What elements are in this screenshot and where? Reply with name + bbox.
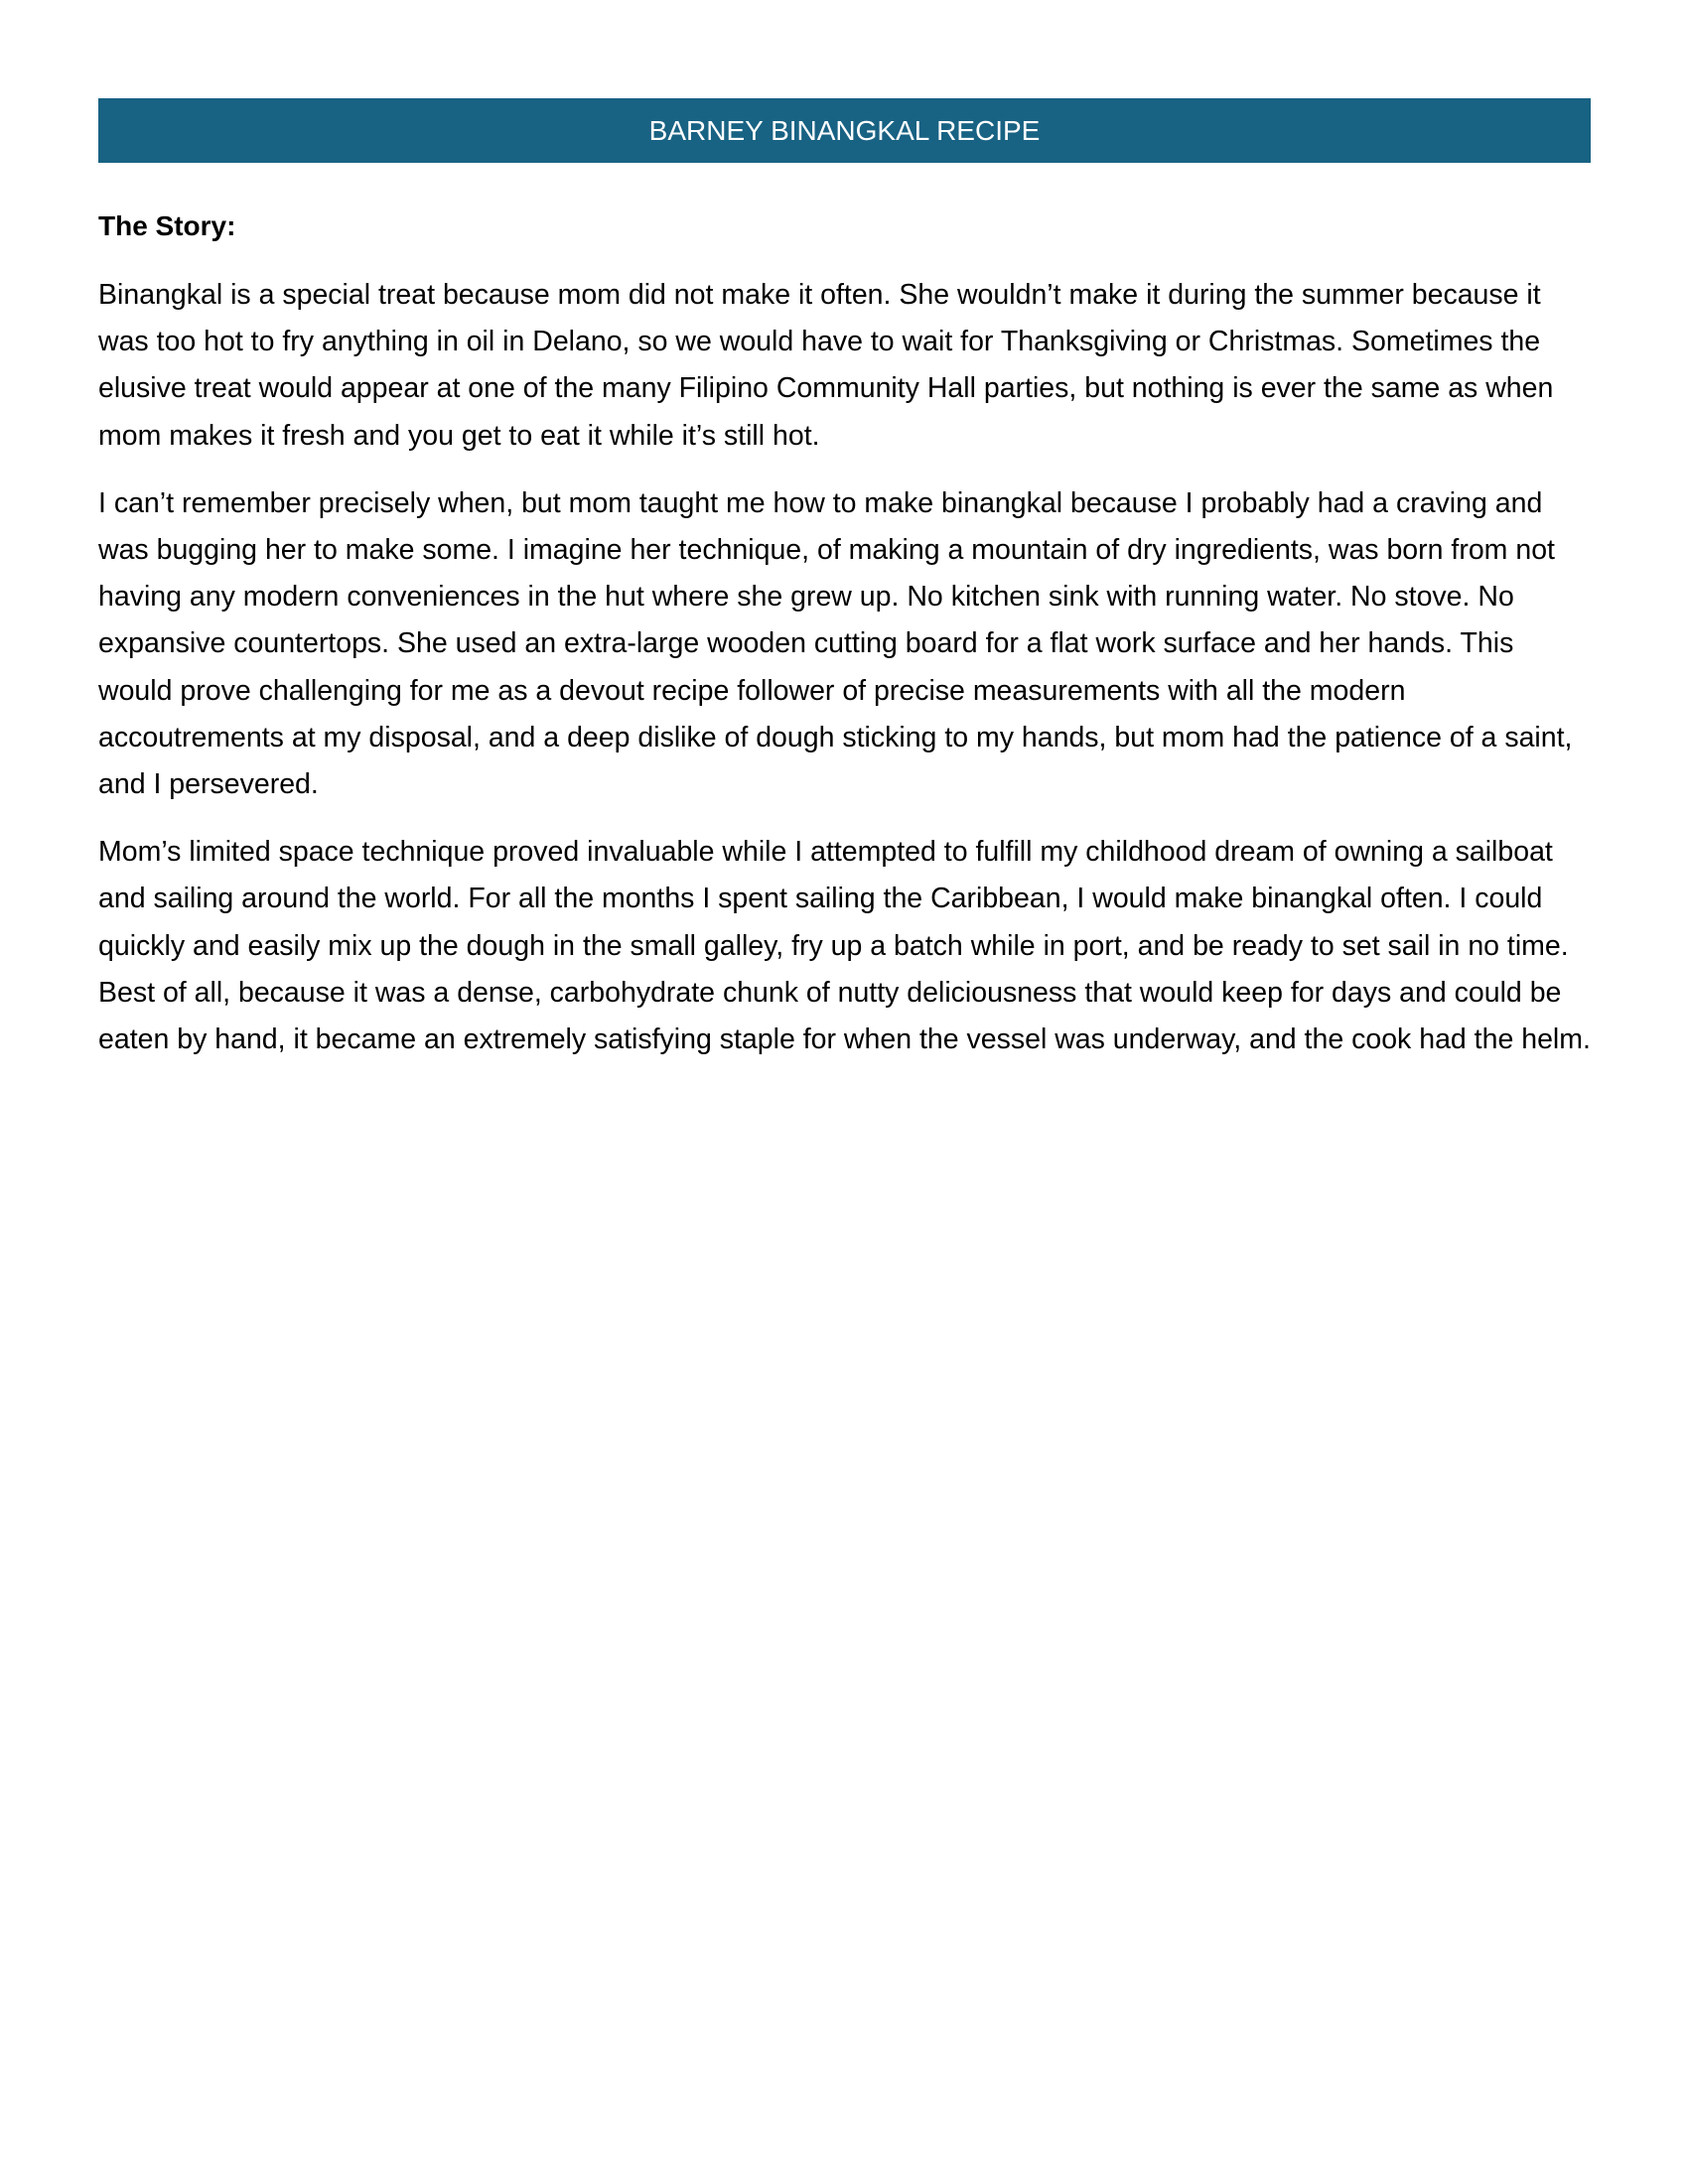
document-page [98,98,1591,1063]
story-paragraph-3: Mom’s limited space technique proved invaluable while I attempted to fulfill my childhood dream of owning a sailboat and sailing around the world. For all the months I spent sailing the Caribbean, I would make binangkal often. I could quickly and easily mix up the dough in the small galley, fry up a batch while in port, and be ready to set sail in no time. Best of all, because it was a dense, carbohydrate chunk of nutty deliciousness that would keep for days and could be eaten by hand, it became an extremely satisfying staple for when the vessel was underway, and the cook had the helm. [98,836,1591,1056]
section-heading: The Story: [98,210,236,241]
banner-title: BARNEY BINANGKAL RECIPE [648,114,1041,146]
story-paragraph-2: I can’t remember precisely when, but mom taught me how to make binangkal because I probably had a craving and was bugging her to make some. I imagine her technique, of making a mountain of dry ingredients, was born from not having any modern conveniences in the hut where she grew up. No kitchen sink with running water. No stove. No expansive countertops. She used an extra-large wooden cutting board for a flat work surface and her hands. This would prove challenging for me as a devout recipe follower of precise measurements with all the modern accoutrements at my disposal, and a deep dislike of dough sticking to my hands, but mom had the patience of a saint, and I persevered. [98,486,1573,801]
story-paragraph-1: Binangkal is a special treat because mom did not make it often. She wouldn’t make it during the summer because it was too hot to fry anything in oil in Delano, so we would have to wait for Thanksgiving or Christmas. Sometimes the elusive treat would appear at one of the many Filipino Community Hall parties, but nothing is ever the same as when mom makes it fresh and you get to eat it while it’s still hot. [98,279,1554,452]
title-banner [98,98,1591,163]
